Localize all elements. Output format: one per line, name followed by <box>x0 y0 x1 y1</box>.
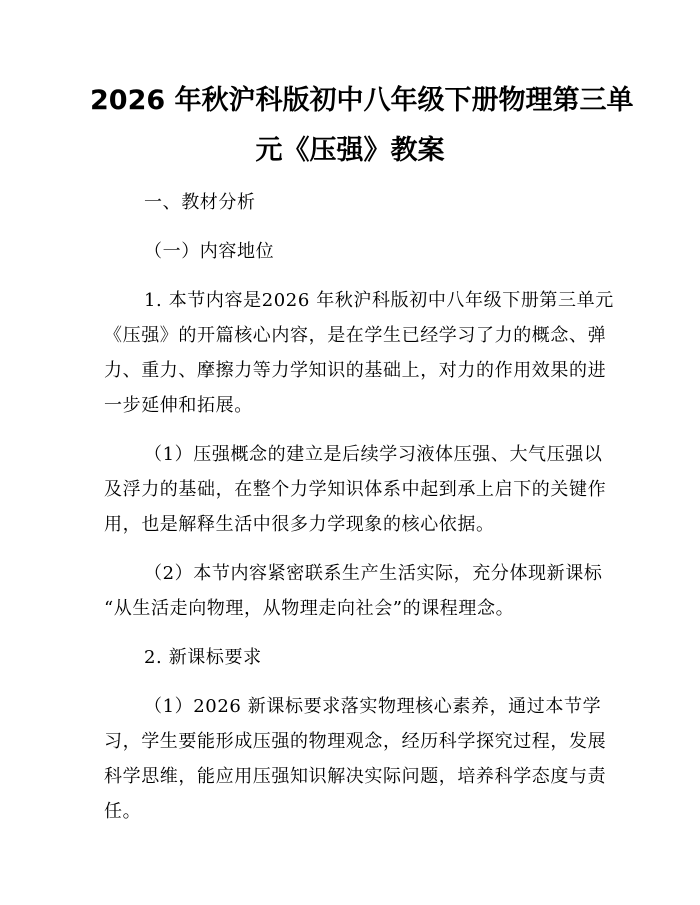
paragraph-line: 力、重力、摩擦力等力学知识的基础上，对力的作用效果的进 <box>104 360 607 381</box>
paragraph-line: 科学思维，能应用压强知识解决实际问题，培养科学态度与责 <box>104 766 607 787</box>
paragraph-line: 《压强》的开篇核心内容，是在学生已经学习了力的概念、弹 <box>104 325 607 346</box>
paragraph-line: 一步延伸和拓展。 <box>104 395 253 416</box>
paragraph-line: （1）2026 新课标要求落实物理核心素养，通过本节学 <box>144 696 602 717</box>
paragraph-line: “从生活走向物理，从物理走向社会”的课程理念。 <box>104 598 515 619</box>
section-heading-teaching-analysis: 一、教材分析 <box>144 192 256 213</box>
paragraph-line: （2）本节内容紧密联系生产生活实际，充分体现新课标 <box>144 563 603 584</box>
paragraph-line: 习，学生要能形成压强的物理观念，经历科学探究过程，发展 <box>104 731 607 752</box>
paragraph-line: （1）压强概念的建立是后续学习液体压强、大气压强以 <box>144 444 603 465</box>
subsection-heading-content-position: （一）内容地位 <box>144 241 275 262</box>
paragraph-line: 1. 本节内容是2026 年秋沪科版初中八年级下册第三单元 <box>144 290 614 311</box>
paragraph-line: 用，也是解释生活中很多力学现象的核心依据。 <box>104 514 495 535</box>
document-title-line-2: 元《压强》教案 <box>255 135 445 166</box>
paragraph-line: 及浮力的基础，在整个力学知识体系中起到承上启下的关键作 <box>104 479 607 500</box>
document-title-line-1: 2026 年秋沪科版初中八年级下册物理第三单 <box>90 85 634 116</box>
paragraph-line: 任。 <box>104 801 142 822</box>
section-heading-curriculum-requirements: 2. 新课标要求 <box>144 647 262 668</box>
